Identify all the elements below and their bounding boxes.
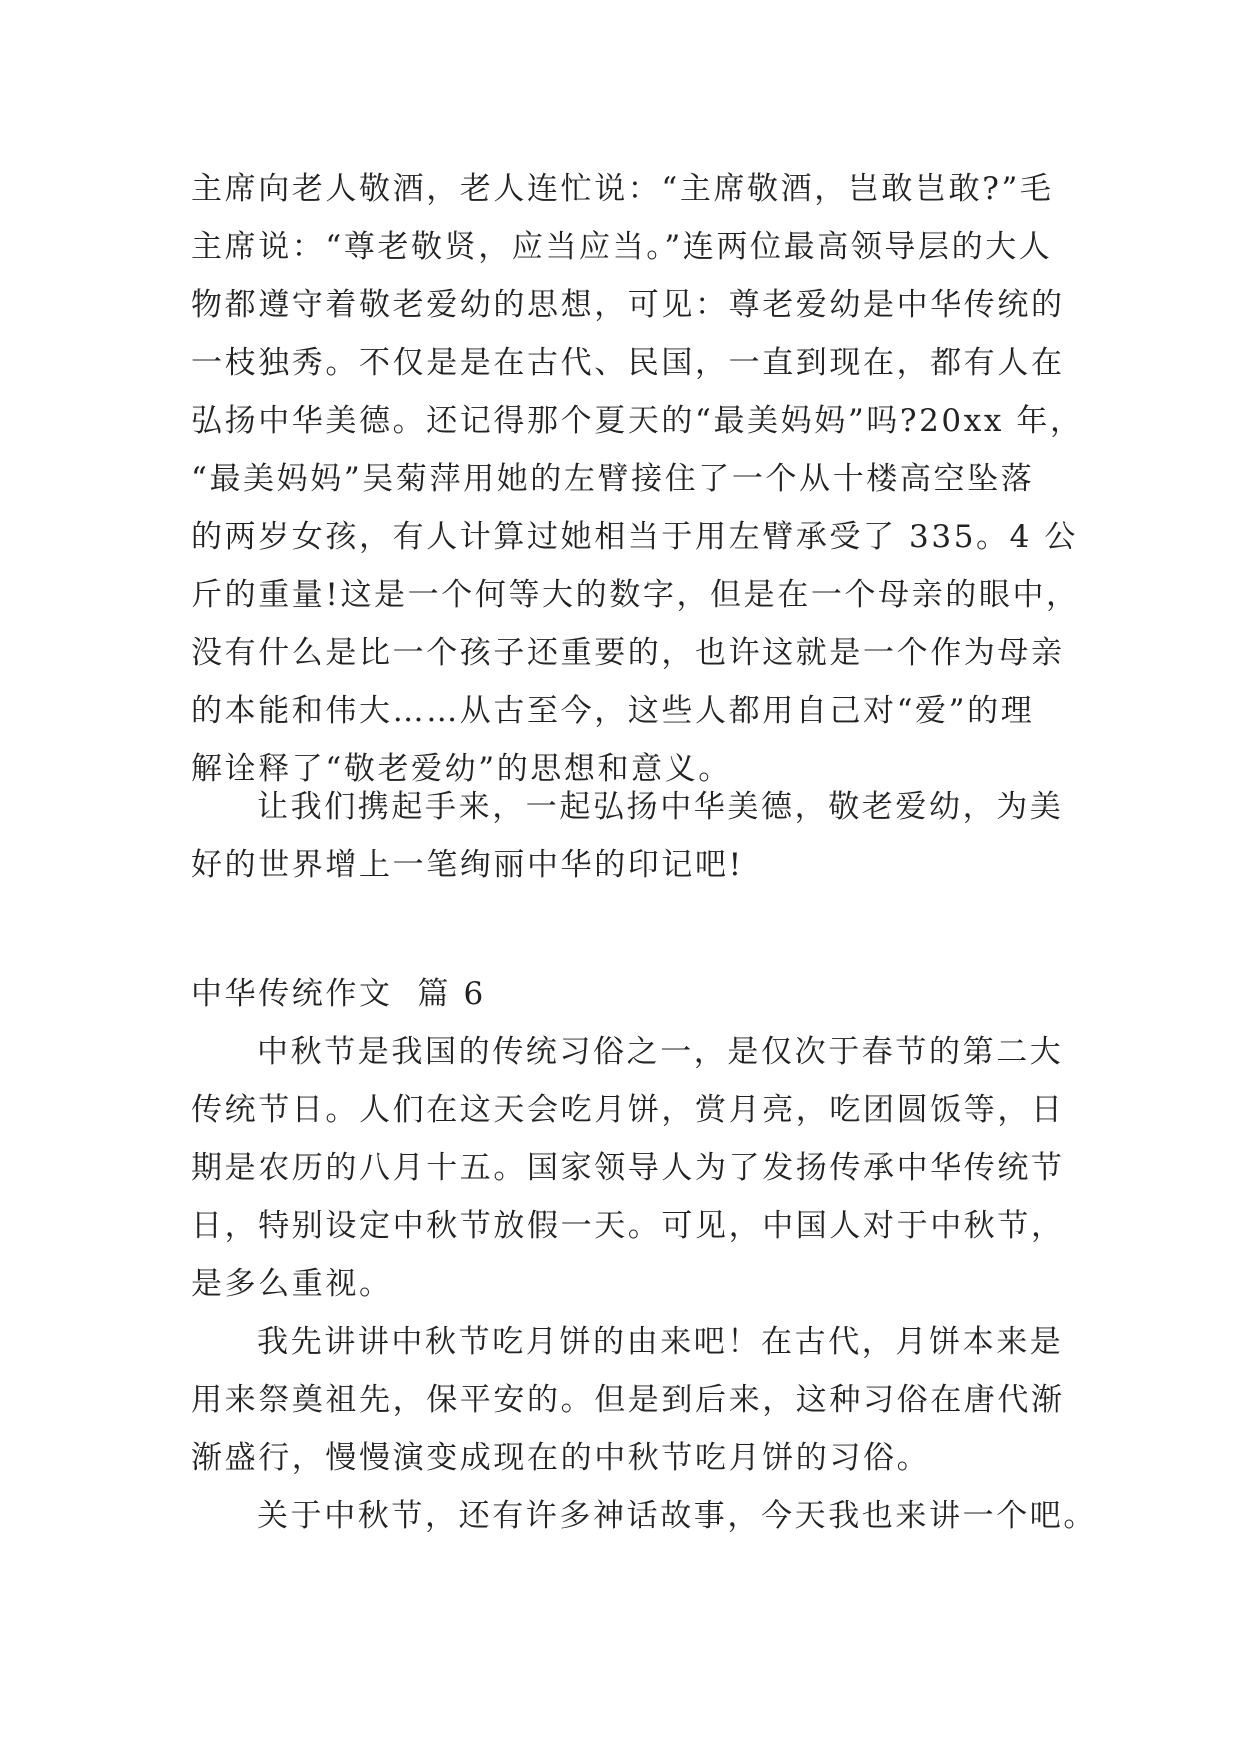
text-line: 物都遵守着敬老爱幼的思想，可见：尊老爱幼是中华传统的 [191, 287, 1065, 323]
text-line: 没有什么是比一个孩子还重要的，也许这就是一个作为母亲 [191, 635, 1065, 671]
text-line: 解诠释了“敬老爱幼”的思想和意义。 [191, 751, 732, 787]
text-line: 关于中秋节，还有许多神话故事，今天我也来讲一个吧。 [257, 1498, 1097, 1534]
paragraph [191, 778, 1064, 894]
section-heading: 中华传统作文 篇 6 [191, 976, 486, 1012]
text-line: 我先讲讲中秋节吃月饼的由来吧！在古代，月饼本来是 [257, 1324, 1064, 1360]
paragraph [191, 160, 1084, 798]
text-line: 的本能和伟大……从古至今，这些人都用自己对“爱”的理 [191, 693, 1035, 729]
text-line: 期是农历的八月十五。国家领导人为了发扬传承中华传统节 [191, 1150, 1065, 1186]
text-line: 渐盛行，慢慢演变成现在的中秋节吃月饼的习俗。 [191, 1440, 931, 1476]
text-line: 传统节日。人们在这天会吃月饼，赏月亮，吃团圆饭等，日 [191, 1092, 1065, 1128]
text-line: 弘扬中华美德。还记得那个夏天的“最美妈妈”吗?20xx 年， [191, 403, 1084, 439]
text-line: 斤的重量!这是一个何等大的数字，但是在一个母亲的眼中， [191, 577, 1080, 613]
text-line: “最美妈妈”吴菊萍用她的左臂接住了一个从十楼高空坠落 [191, 461, 1035, 497]
text-line: 主席说：“尊老敬贤，应当应当。”连两位最高领导层的大人 [191, 229, 1053, 265]
text-line: 让我们携起手来，一起弘扬中华美德，敬老爱幼，为美 [257, 789, 1064, 825]
text-line: 好的世界增上一笔绚丽中华的印记吧! [191, 847, 744, 883]
text-line: 的两岁女孩，有人计算过她相当于用左臂承受了 335。4 公 [191, 519, 1078, 555]
text-line: 用来祭奠祖先，保平安的。但是到后来，这种习俗在唐代渐 [191, 1382, 1065, 1418]
text-line: 是多么重视。 [191, 1266, 393, 1302]
text-line: 一枝独秀。不仅是是在古代、民国，一直到现在，都有人在 [191, 345, 1065, 381]
text-line: 日，特别设定中秋节放假一天。可见，中国人对于中秋节， [191, 1208, 1065, 1244]
section-body [191, 1023, 1097, 1545]
text-line: 中秋节是我国的传统习俗之一，是仅次于春节的第二大 [257, 1034, 1064, 1070]
text-line: 主席向老人敬酒，老人连忙说：“主席敬酒，岂敢岂敢?”毛 [191, 171, 1054, 207]
